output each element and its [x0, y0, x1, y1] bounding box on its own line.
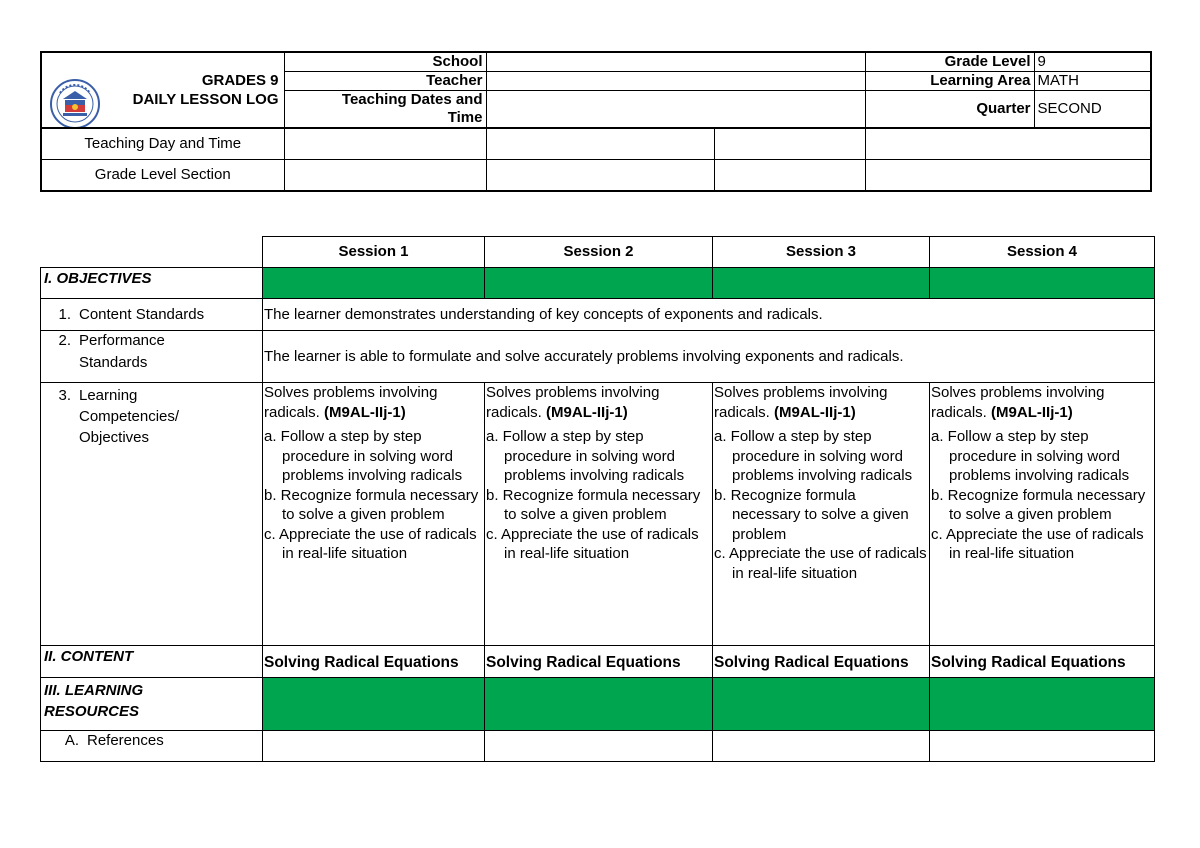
objectives-fill-3: [713, 268, 930, 299]
learning-resources-heading: [41, 678, 263, 731]
title-line-1: GRADES 9: [201, 72, 279, 89]
objective-b: b. Recognize formula necessary to solve a given problem: [486, 486, 701, 523]
performance-standards-label-line-2: Standards: [79, 354, 148, 371]
teaching-day-cell-1[interactable]: [284, 128, 486, 160]
objectives-fill-1: [263, 268, 485, 299]
performance-standards-text: The learner is able to formulate and solve accurately problems involving exponents and radicals.: [263, 331, 1155, 383]
objectives-fill-2: [485, 268, 713, 299]
corner-cell: [41, 237, 263, 268]
objective-b: b. Recognize formula necessary to solve a given problem: [264, 486, 479, 523]
references-letter: A.: [64, 732, 79, 749]
content-standards-label-text: Content Standards: [79, 306, 205, 323]
teacher-field[interactable]: [486, 72, 865, 91]
content-standards-label: [41, 299, 263, 331]
performance-standards-label: [41, 331, 263, 383]
performance-standards-label-line-1: Performance: [79, 332, 165, 349]
objective-a: a. Follow a step by step procedure in solving word problems involving radicals: [714, 428, 913, 484]
objective-b: b. Recognize formula necessary to solve a given problem: [714, 486, 909, 543]
objective-c: c. Appreciate the use of radicals in real-life situation: [714, 545, 927, 582]
content-heading: II. CONTENT: [41, 646, 263, 678]
references-cell-1[interactable]: [263, 731, 485, 762]
competencies-label: [41, 383, 263, 646]
competency-session-3: [713, 383, 930, 646]
objective-c: c. Appreciate the use of radicals in real-life situation: [486, 525, 699, 562]
teaching-day-cell-4[interactable]: [865, 128, 1151, 160]
teaching-day-cell-2[interactable]: [486, 128, 714, 160]
resources-fill-4: [930, 678, 1155, 731]
objective-a: a. Follow a step by step procedure in solving word problems involving radicals: [486, 428, 685, 484]
objective-a: a. Follow a step by step procedure in solving word problems involving radicals: [264, 428, 463, 484]
section-cell-1[interactable]: [284, 160, 486, 192]
learning-area-field[interactable]: MATH: [1034, 72, 1151, 91]
content-topic-2: Solving Radical Equations: [485, 646, 713, 678]
competencies-label-line-3: Objectives: [79, 429, 150, 446]
performance-standards-number: 2.: [58, 332, 71, 349]
competencies-number: 3.: [58, 387, 71, 404]
content-topic-4: Solving Radical Equations: [930, 646, 1155, 678]
grade-level-label: Grade Level: [865, 52, 1034, 72]
resources-fill-1: [263, 678, 485, 731]
competency-text: Solves problems involving radicals.: [714, 384, 888, 421]
competency-text: Solves problems involving radicals.: [931, 384, 1105, 421]
references-label: [41, 731, 263, 762]
section-cell-3[interactable]: [714, 160, 865, 192]
learning-resources-heading-line-2: RESOURCES: [44, 703, 140, 720]
references-cell-4[interactable]: [930, 731, 1155, 762]
school-field[interactable]: [486, 52, 865, 72]
session-1-header: Session 1: [263, 237, 485, 268]
session-4-header: Session 4: [930, 237, 1155, 268]
school-label: School: [284, 52, 486, 72]
objective-c: c. Appreciate the use of radicals in real-life situation: [264, 525, 477, 562]
references-label-text: References: [87, 732, 164, 749]
objectives-fill-4: [930, 268, 1155, 299]
teaching-dates-label-line-2: Time: [447, 109, 483, 126]
references-cell-2[interactable]: [485, 731, 713, 762]
competency-session-2: [485, 383, 713, 646]
competency-code: (M9AL-IIj-1): [324, 403, 406, 421]
references-cell-3[interactable]: [713, 731, 930, 762]
objective-c: c. Appreciate the use of radicals in real-life situation: [931, 525, 1144, 562]
content-topic-3: Solving Radical Equations: [713, 646, 930, 678]
content-standards-number: 1.: [58, 306, 71, 323]
quarter-label: Quarter: [865, 91, 1034, 129]
objectives-heading: I. OBJECTIVES: [41, 268, 263, 299]
objective-b: b. Recognize formula necessary to solve a given problem: [931, 486, 1146, 523]
quarter-field[interactable]: SECOND: [1034, 91, 1151, 129]
teacher-label: Teacher: [284, 72, 486, 91]
learning-resources-heading-line-1: III. LEARNING: [44, 682, 144, 699]
teaching-dates-label-line-1: Teaching Dates and: [341, 91, 483, 108]
header-table: [40, 51, 1152, 192]
teaching-dates-label: [284, 91, 486, 129]
teaching-day-time-label: Teaching Day and Time: [41, 128, 284, 160]
competency-code: (M9AL-IIj-1): [991, 403, 1073, 421]
section-cell-2[interactable]: [486, 160, 714, 192]
competency-code: (M9AL-IIj-1): [774, 403, 856, 421]
teaching-dates-field[interactable]: [486, 91, 865, 129]
session-3-header: Session 3: [713, 237, 930, 268]
grade-level-field[interactable]: 9: [1034, 52, 1151, 72]
resources-fill-3: [713, 678, 930, 731]
grade-level-section-label: Grade Level Section: [41, 160, 284, 192]
learning-area-label: Learning Area: [865, 72, 1034, 91]
competency-session-4: [930, 383, 1155, 646]
competencies-label-line-2: Competencies/: [79, 408, 180, 425]
deped-seal-logo: [50, 79, 100, 128]
objective-a: a. Follow a step by step procedure in solving word problems involving radicals: [931, 428, 1130, 484]
resources-fill-2: [485, 678, 713, 731]
content-standards-text: The learner demonstrates understanding of key concepts of exponents and radicals.: [263, 299, 1155, 331]
content-topic-1: Solving Radical Equations: [263, 646, 485, 678]
title-cell: [41, 52, 284, 128]
teaching-day-cell-3[interactable]: [714, 128, 865, 160]
competency-session-1: [263, 383, 485, 646]
competency-code: (M9AL-IIj-1): [546, 403, 628, 421]
title-line-2: DAILY LESSON LOG: [132, 91, 279, 108]
competency-text: Solves problems involving radicals.: [486, 384, 660, 421]
competency-text: Solves problems involving radicals.: [264, 384, 438, 421]
session-2-header: Session 2: [485, 237, 713, 268]
section-cell-4[interactable]: [865, 160, 1151, 192]
lesson-table: [40, 236, 1155, 762]
competencies-label-line-1: Learning: [79, 387, 138, 404]
